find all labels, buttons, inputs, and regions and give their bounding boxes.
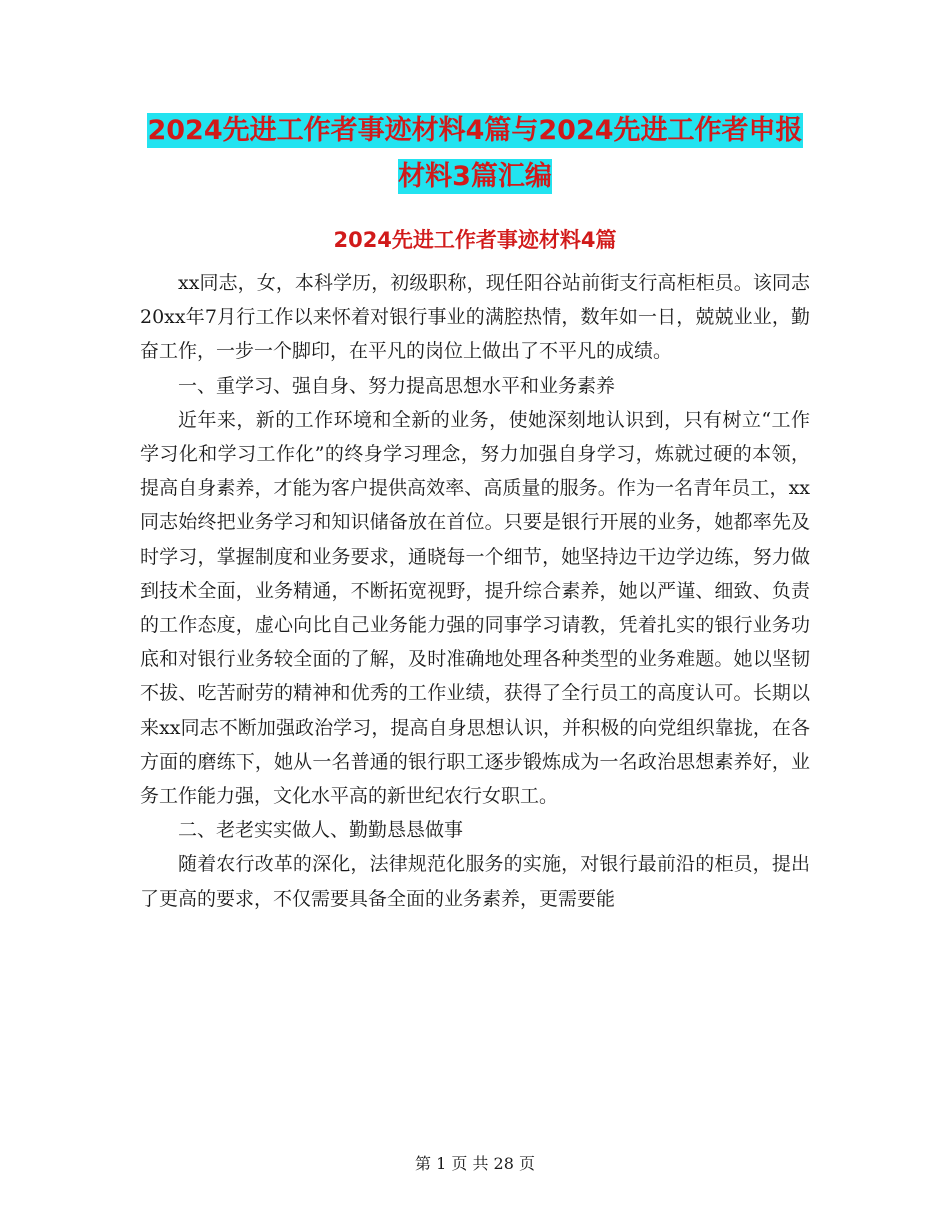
heading-1: 一、重学习、强自身、努力提高思想水平和业务素养 [178,374,616,397]
paragraph-2: 随着农行改革的深化，法律规范化服务的实施，对银行最前沿的柜员，提出了更高的要求，不仅需要具备全面的业务素养，更需要能 [140,853,810,910]
document-title [140,108,810,200]
document-title-line-2: 材料3篇汇编 [398,161,552,192]
heading-2: 二、老老实实做人、勤勤恳恳做事 [178,819,464,842]
document-title-line-1: 2024先进工作者事迹材料4篇与2024先进工作者申报 [147,115,803,146]
page-footer: 第 1 页 共 28 页 [415,1154,535,1173]
section-title: 2024先进工作者事迹材料4篇 [333,228,617,252]
paragraph-intro: xx同志，女，本科学历，初级职称，现任阳谷站前街支行高柜柜员。该同志20xx年7月行工作以来怀着对银行事业的满腔热情，数年如一日，兢兢业业，勤奋工作，一步一个脚印，在平凡的岗位上做出了不平凡的成绩。 [140,272,810,363]
body-text [140,266,810,916]
paragraph-1: 近年来，新的工作环境和全新的业务，使她深刻地认识到，只有树立“工作学习化和学习工作化”的终身学习理念，努力加强自身学习，炼就过硬的本领，提高自身素养，才能为客户提供高效率、高质量的服务。作为一名青年员工，xx同志始终把业务学习和知识储备放在首位。只要是银行开展的业务，她都率先及时学习，掌握制度和业务要求，通晓每一个细节，她坚持边干边学边练，努力做到技术全面，业务精通，不断拓宽视野，提升综合素养，她以严谨、细致、负责的工作态度，虚心向比自己业务能力强的同事学习请教，凭着扎实的银行业务功底和对银行业务较全面的了解，及时准确地处理各种类型的业务难题。她以坚韧不拔、吃苦耐劳的精神和优秀的工作业绩，获得了全行员工的高度认可。长期以来xx同志不断加强政治学习，提高自身思想认识，并积极的向党组织靠拢，在各方面的磨练下，她从一名普通的银行职工逐步锻炼成为一名政治思想素养好，业务工作能力强，文化水平高的新世纪农行女职工。 [140,408,810,808]
